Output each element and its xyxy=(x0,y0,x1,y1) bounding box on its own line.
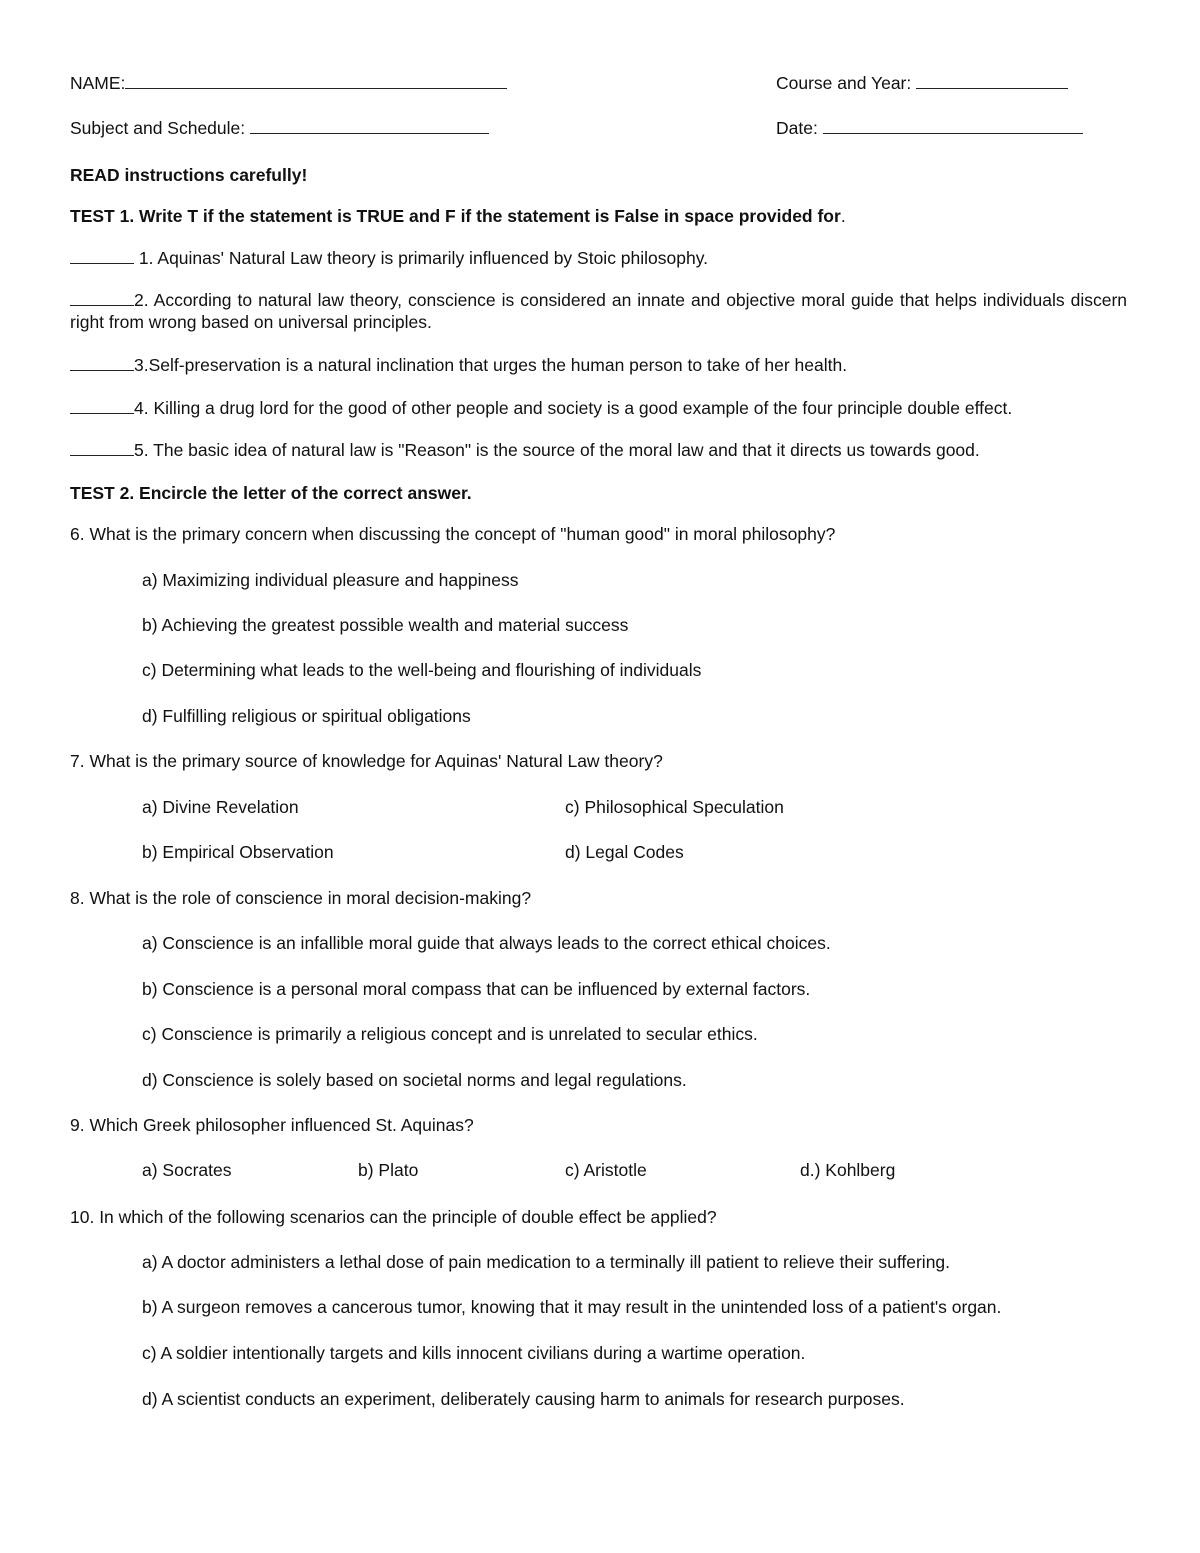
date-field[interactable] xyxy=(776,117,1083,139)
name-label: NAME: xyxy=(70,73,126,93)
q9-option-d[interactable]: d.) Kohlberg xyxy=(800,1160,896,1180)
test2-heading: TEST 2. Encircle the letter of the correct answer. xyxy=(70,483,472,503)
q8-option-c[interactable]: c) Conscience is primarily a religious concept and is unrelated to secular ethics. xyxy=(142,1024,758,1044)
date-blank[interactable] xyxy=(823,117,1083,134)
q6-option-a[interactable]: a) Maximizing individual pleasure and happiness xyxy=(142,570,519,590)
q7-option-d[interactable]: d) Legal Codes xyxy=(565,842,684,862)
tf-item-2 xyxy=(70,289,1127,333)
subject-schedule-field[interactable] xyxy=(70,117,489,139)
q10-option-b[interactable]: b) A surgeon removes a cancerous tumor, knowing that it may result in the unintended loss of a patient's organ. xyxy=(142,1297,1002,1317)
item-text: Self-preservation is a natural inclination that urges the human person to take of her health. xyxy=(148,355,848,375)
q10-option-a[interactable]: a) A doctor administers a lethal dose of pain medication to a terminally ill patient to relieve their suffering. xyxy=(142,1252,951,1272)
item-text: Aquinas' Natural Law theory is primarily influenced by Stoic philosophy. xyxy=(157,248,709,268)
instructions: READ instructions carefully! xyxy=(70,165,308,185)
q7-option-b[interactable]: b) Empirical Observation xyxy=(142,842,334,862)
tf-item-1 xyxy=(70,247,708,269)
q9-option-c[interactable]: c) Aristotle xyxy=(565,1160,647,1180)
question-8: 8. What is the role of conscience in moral decision-making? xyxy=(70,888,532,908)
course-year-label: Course and Year: xyxy=(776,73,912,93)
answer-blank-4[interactable] xyxy=(70,397,134,414)
q8-option-d[interactable]: d) Conscience is solely based on societal norms and legal regulations. xyxy=(142,1070,687,1090)
test1-heading-text: TEST 1. Write T if the statement is TRUE and F if the statement is False in space provided for xyxy=(70,206,841,226)
tf-item-5 xyxy=(70,439,980,461)
course-year-blank[interactable] xyxy=(916,72,1068,89)
course-year-field[interactable] xyxy=(776,72,1068,94)
q9-option-a[interactable]: a) Socrates xyxy=(142,1160,232,1180)
item-number: 5. xyxy=(134,440,149,460)
test1-heading-end: . xyxy=(840,206,846,226)
q8-option-a[interactable]: a) Conscience is an infallible moral guide that always leads to the correct ethical choices. xyxy=(142,933,831,953)
item-number: 2. xyxy=(134,290,149,310)
q9-option-b[interactable]: b) Plato xyxy=(358,1160,419,1180)
question-7: 7. What is the primary source of knowledge for Aquinas' Natural Law theory? xyxy=(70,751,663,771)
tf-item-3 xyxy=(70,354,847,376)
q6-option-b[interactable]: b) Achieving the greatest possible wealth and material success xyxy=(142,615,629,635)
question-9: 9. Which Greek philosopher influenced St. Aquinas? xyxy=(70,1115,474,1135)
item-text: The basic idea of natural law is "Reason" is the source of the moral law and that it directs us towards good. xyxy=(153,440,980,460)
name-blank[interactable] xyxy=(125,72,507,89)
subject-schedule-blank[interactable] xyxy=(250,117,489,134)
q10-option-c[interactable]: c) A soldier intentionally targets and kills innocent civilians during a wartime operation. xyxy=(142,1343,806,1363)
answer-blank-2[interactable] xyxy=(70,289,134,306)
item-number: 4. xyxy=(134,398,149,418)
test1-heading xyxy=(70,205,846,227)
item-text: According to natural law theory, conscience is considered an innate and objective moral guide that helps individuals discern right from wrong based on universal principles. xyxy=(70,290,1127,332)
question-6: 6. What is the primary concern when discussing the concept of "human good" in moral philosophy? xyxy=(70,524,836,544)
answer-blank-3[interactable] xyxy=(70,354,134,371)
answer-blank-5[interactable] xyxy=(70,439,134,456)
item-text: Killing a drug lord for the good of other people and society is a good example of the four principle double effect. xyxy=(153,398,1013,418)
question-10: 10. In which of the following scenarios can the principle of double effect be applied? xyxy=(70,1207,717,1227)
q10-option-d[interactable]: d) A scientist conducts an experiment, deliberately causing harm to animals for research purposes. xyxy=(142,1389,905,1409)
item-number: 3. xyxy=(134,355,149,375)
tf-item-4 xyxy=(70,397,1012,419)
q6-option-d[interactable]: d) Fulfilling religious or spiritual obligations xyxy=(142,706,471,726)
name-field[interactable] xyxy=(70,72,507,94)
q6-option-c[interactable]: c) Determining what leads to the well-being and flourishing of individuals xyxy=(142,660,702,680)
date-label: Date: xyxy=(776,118,818,138)
q7-option-c[interactable]: c) Philosophical Speculation xyxy=(565,797,784,817)
q7-option-a[interactable]: a) Divine Revelation xyxy=(142,797,299,817)
subject-schedule-label: Subject and Schedule: xyxy=(70,118,246,138)
q8-option-b[interactable]: b) Conscience is a personal moral compass that can be influenced by external factors. xyxy=(142,979,811,999)
answer-blank-1[interactable] xyxy=(70,247,134,264)
item-number: 1. xyxy=(138,248,154,268)
